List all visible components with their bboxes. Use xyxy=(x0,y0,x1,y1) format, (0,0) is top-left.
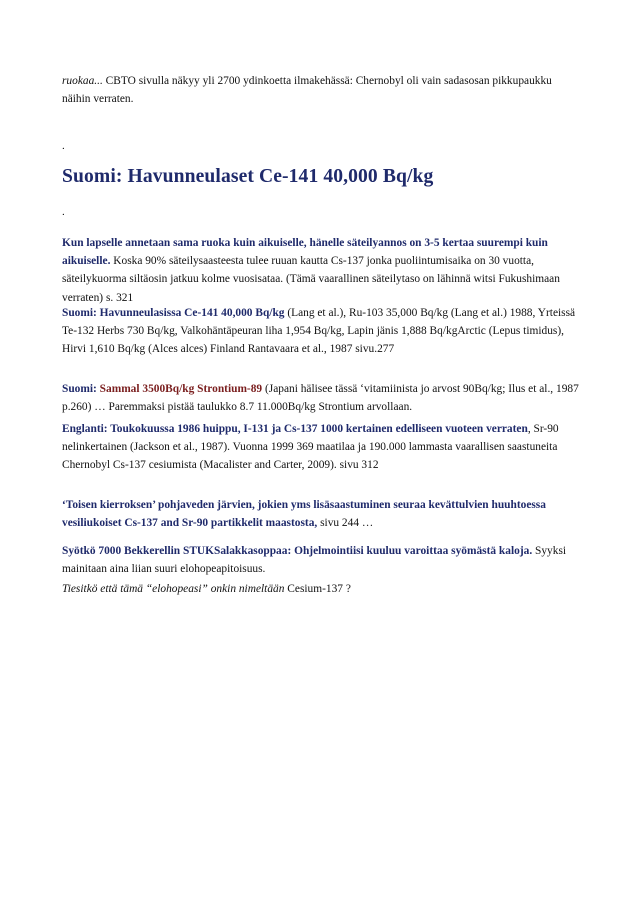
intro-lead: ruokaa... xyxy=(62,75,103,87)
cesium-italic: Tiesitkö että tämä “elohopeasi” onkin nimeltään xyxy=(62,583,285,595)
fish-text: Syyksi mainitaan aina liian suuri elohopeapitoisuus. xyxy=(62,545,567,576)
finland-needles-text: (Lang et al.), Ru-103 35,000 Bq/kg (Lang et al.) 1988, Yrteissä Te-132 Herbs 730 Bq/kg, Valkohäntäpeuran liha 1,954 Bq/kg, Lapin jänis 1,888 Bq/kgArctic (Lepus timidus), Hirvi 1,610 Bq/kg (Alces alces) Finland Rantavaara et al., 1987 sivu.277 xyxy=(62,307,576,356)
fish-bold: Syötkö 7000 Bekkerellin STUKSalakkasoppaa: Ohjelmointiisi kuuluu varoittaa syömästä kaloja. xyxy=(62,545,533,557)
paragraph-cesium xyxy=(62,580,582,598)
paragraph-finland-moss xyxy=(62,380,582,416)
finland-needles-bold: Suomi: Havunneulasissa Ce-141 40,000 Bq/kg xyxy=(62,307,285,319)
groundwater-text: sivu 244 … xyxy=(317,517,374,530)
intro-text: CBTO sivulla näkyy yli 2700 ydinkoetta ilmakehässä: Chernobyl oli vain sadasosan pikkupaukku näihin verraten. xyxy=(62,75,552,106)
paragraph-child-dose xyxy=(62,234,582,307)
paragraph-groundwater xyxy=(62,496,582,532)
finland-moss-highlight: Sammal 3500Bq/kg Strontium-89 xyxy=(99,383,263,395)
paragraph-finland-needles xyxy=(62,304,582,359)
child-dose-text: Koska 90% säteilysaasteesta tulee ruuan kautta Cs-137 jonka puoliintumisaika on 30 vuotta, säteilykuorma siltäosin jatkuu kolme vuosisataa. (Tämä vaarallinen säteilytaso on lähinnä witsi Fukushimaan verraten) s. 321 xyxy=(62,255,560,304)
section-heading: Suomi: Havunneulaset Ce-141 40,000 Bq/kg xyxy=(62,166,434,187)
finland-moss-text: (Japani hälisee tässä ‘vitamiinista jo arvost 90Bq/kg; Ilus et al., 1987 p.260) … Paremmaksi pistää taulukko 8.7 11.000Bq/kg Strontium arvollaan. xyxy=(62,383,579,414)
intro-paragraph xyxy=(62,72,582,108)
groundwater-bold: ‘Toisen kierroksen’ pohjaveden järvien, jokien yms lisäsaastuminen seuraa kevättulvien huuhtoessa vesiliukoiset Cs-137 and Sr-90 partikkelit maastosta, xyxy=(62,499,546,530)
child-dose-bold: Kun lapselle annetaan sama ruoka kuin aikuiselle, hänelle säteilyannos on 3-5 kertaa suurempi kuin aikuiselle. xyxy=(62,237,548,268)
paragraph-england xyxy=(62,420,582,475)
separator-dot: . xyxy=(62,140,65,152)
paragraph-fish xyxy=(62,542,582,578)
cesium-text: Cesium-137 ? xyxy=(284,583,351,595)
finland-moss-label: Suomi: xyxy=(62,383,100,395)
england-bold: Englanti: Toukokuussa 1986 huippu, I-131 ja Cs-137 1000 kertainen edelliseen vuoteen verraten xyxy=(62,423,528,435)
separator-dot-2: . xyxy=(62,206,65,218)
england-text: , Sr-90 nelinkertainen (Jackson et al., 1987). Vuonna 1999 369 maatilaa ja 190.000 lammasta vaarallisen saastuneita Chernobyl Cs-137 cesiumista (Macalister and Carter, 2009). sivu 312 xyxy=(62,423,559,472)
